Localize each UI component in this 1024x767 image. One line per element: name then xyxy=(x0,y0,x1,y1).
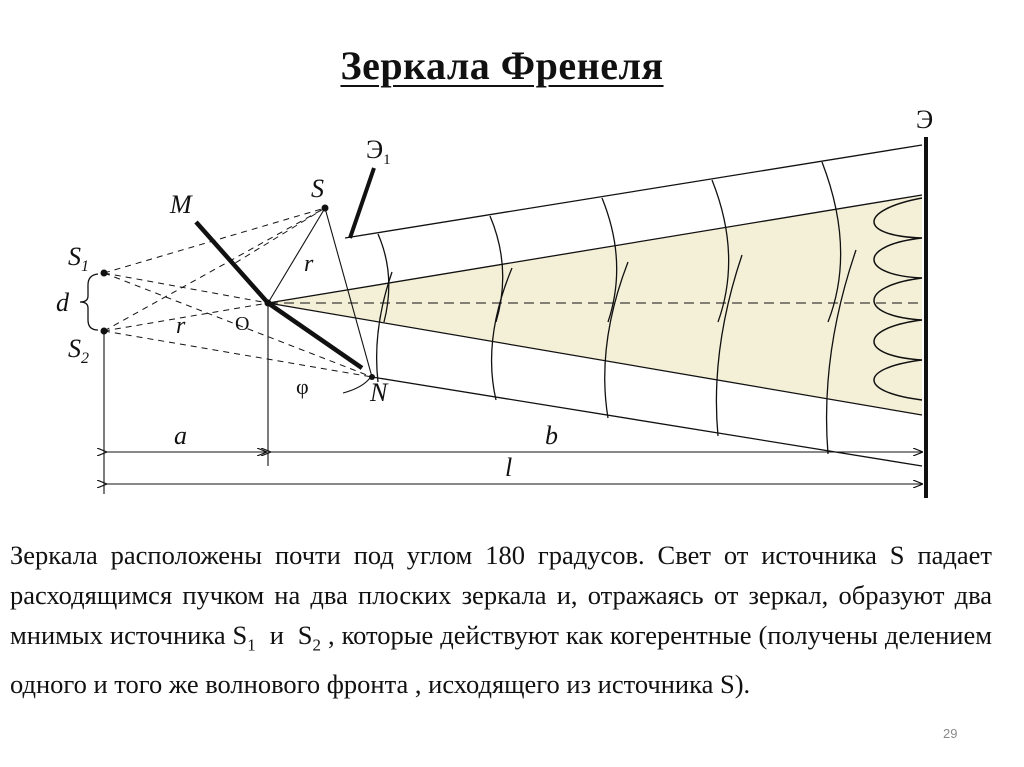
label-r-upper: r xyxy=(304,251,314,277)
description-s2-subscript: 2 xyxy=(312,634,322,654)
description-paragraph xyxy=(10,536,992,704)
label-m: M xyxy=(170,190,192,219)
label-l: l xyxy=(505,453,513,482)
label-b: b xyxy=(545,421,558,450)
description-s1-subscript: 1 xyxy=(247,634,256,654)
page-number: 29 xyxy=(943,726,958,741)
label-r-lower: r xyxy=(176,313,186,339)
description-part-2: и S xyxy=(255,619,313,650)
label-phi: φ xyxy=(296,374,309,399)
shield xyxy=(350,168,374,238)
page-title: Зеркала Френеля xyxy=(340,43,664,88)
dimension-arrows xyxy=(106,452,922,484)
label-s1: $S_1$ xyxy=(68,242,89,275)
source-s xyxy=(322,205,329,212)
label-a: a xyxy=(174,421,187,450)
mirror-m xyxy=(196,222,268,303)
label-o: O xyxy=(235,313,250,335)
label-e: Э xyxy=(916,105,934,134)
brace-d xyxy=(80,274,98,330)
description-part-1: Зеркала расположены почти под углом 180 градусов. Свет от источника S падает расходящимся пучком на два плоских зеркала и, отражаясь от зеркал, образуют два мнимых источника S xyxy=(10,540,992,650)
description-part-3: , которые действуют как когерентные (получены делением одного и того же волнового фронта , исходящего из источника S). xyxy=(10,619,992,699)
label-d: d xyxy=(56,288,69,317)
label-n: N xyxy=(370,378,388,407)
source-s1 xyxy=(101,270,108,277)
label-e1: $Э_1$ xyxy=(366,135,391,168)
label-s: S xyxy=(311,174,324,203)
label-s2: $S_2$ xyxy=(68,334,89,367)
angle-phi-arc xyxy=(343,378,370,393)
